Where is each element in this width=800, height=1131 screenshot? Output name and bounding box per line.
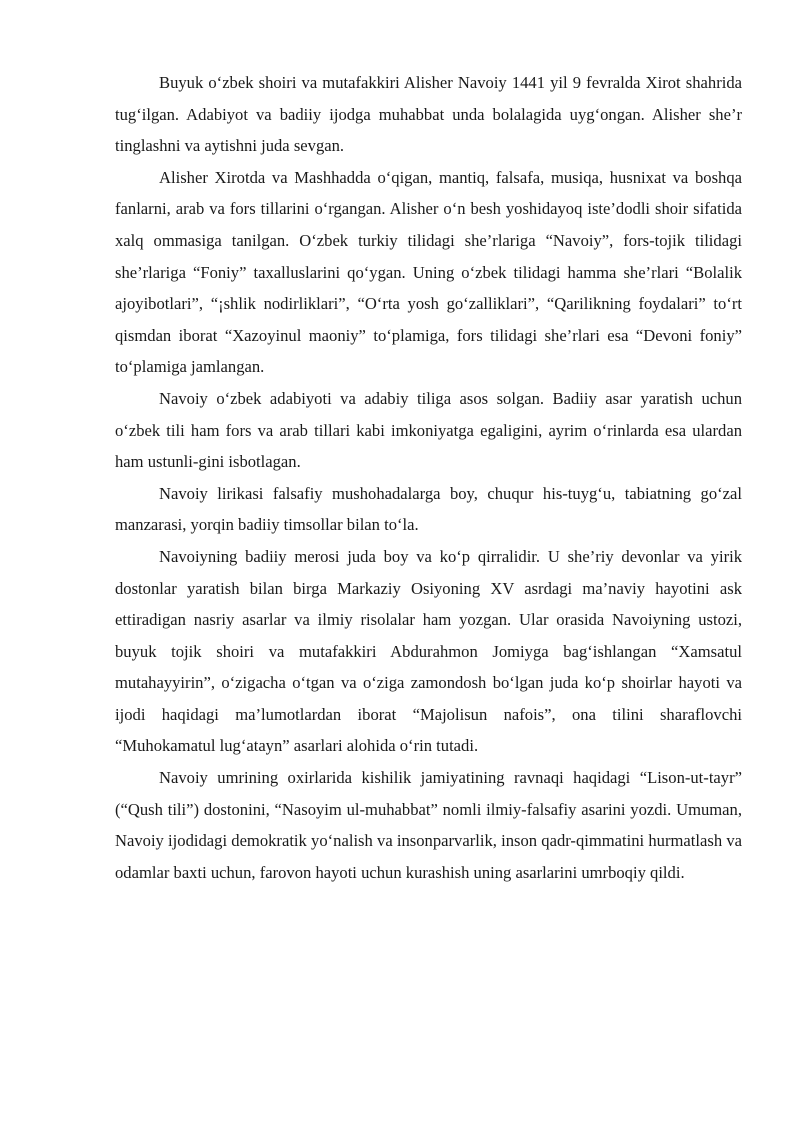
- paragraph-lyrics: Navoiy lirikasi falsafiy mushohadalarga boy, chuqur his-tuyg‘u, tabiatning go‘zal manzarasi, yorqin badiiy timsollar bilan to‘la.: [115, 483, 742, 535]
- paragraph-heritage: Navoiyning badiiy merosi juda boy va ko‘p qirralidir. U she’riy devonlar va yirik dostonlar yaratish bilan birga Markaziy Osiyoning XV asrdagi ma’naviy hayotini ask ettiradigan nasriy asarlar va ilmiy risolalar ham yozgan. Ular orasida Navoiyning ustozi, buyuk tojik shoiri va mutafakkiri Abdurahmon Jomiyga bag‘ishlangan “Xamsatul mutahayyirin”, o‘zigacha o‘tgan va o‘ziga zamondosh bo‘lgan juda ko‘p shoirlar hayoti va ijodi haqidagi ma’lumotlardan iborat “Majolisun nafois”, ona tilini sharaflovchi “Muhokamatul lug‘atayn” asarlari alohida o‘rin tutadi.: [115, 546, 742, 756]
- paragraph-later-works: Navoiy umrining oxirlarida kishilik jamiyatining ravnaqi haqidagi “Lison-ut-tayr” (“Qush tili”) dostonini, “Nasoyim ul-muhabbat” nomli ilmiy-falsafiy asarini yozdi. Umuman, Navoiy ijodidagi demokratik yo‘nalish va insonparvarlik, inson qadr-qimmatini hurmatlash va odamlar baxti uchun, farovon hayoti uchun kurashish uning asarlarini umrboqiy qildi.: [115, 768, 742, 882]
- paragraph-birth: Buyuk o‘zbek shoiri va mutafakkiri Alisher Navoiy 1441 yil 9 fevralda Xirot shahrida tug‘ilgan. Adabiyot va badiiy ijodga muhabbat unda bolalagida uyg‘ongan. Alisher she’r tinglashni va aytishni juda sevgan.: [115, 73, 742, 156]
- document-page: [115, 67, 742, 888]
- paragraph-literary-language: Navoiy o‘zbek adabiyoti va adabiy tiliga asos solgan. Badiiy asar yaratish uchun o‘zbek tili ham fors va arab tillari kabi imkoniyatga egaligini, ayrim o‘rinlarda esa ulardan ham ustunli-gini isbotlagan.: [115, 388, 742, 472]
- paragraph-education: Alisher Xirotda va Mashhadda o‘qigan, mantiq, falsafa, musiqa, husnixat va boshqa fanlarni, arab va fors tillarini o‘rgangan. Alisher o‘n besh yoshidayoq iste’dodli shoir sifatida xalq ommasiga tanilgan. O‘zbek turkiy tilidagi she’rlariga “Navoiy”, fors-tojik tilidagi she’rlariga “Foniy” taxalluslarini qo‘ygan. Uning o‘zbek tilidagi hamma she’rlari “Bolalik ajoyibotlari”, “¡shlik nodirliklari”, “O‘rta yosh go‘zalliklari”, “Qarilikning foydalari” to‘rt qismdan iborat “Xazoyinul maoniy” to‘plamiga, fors tilidagi she’rlari esa “Devoni foniy” to‘plamiga jamlangan.: [115, 167, 742, 377]
